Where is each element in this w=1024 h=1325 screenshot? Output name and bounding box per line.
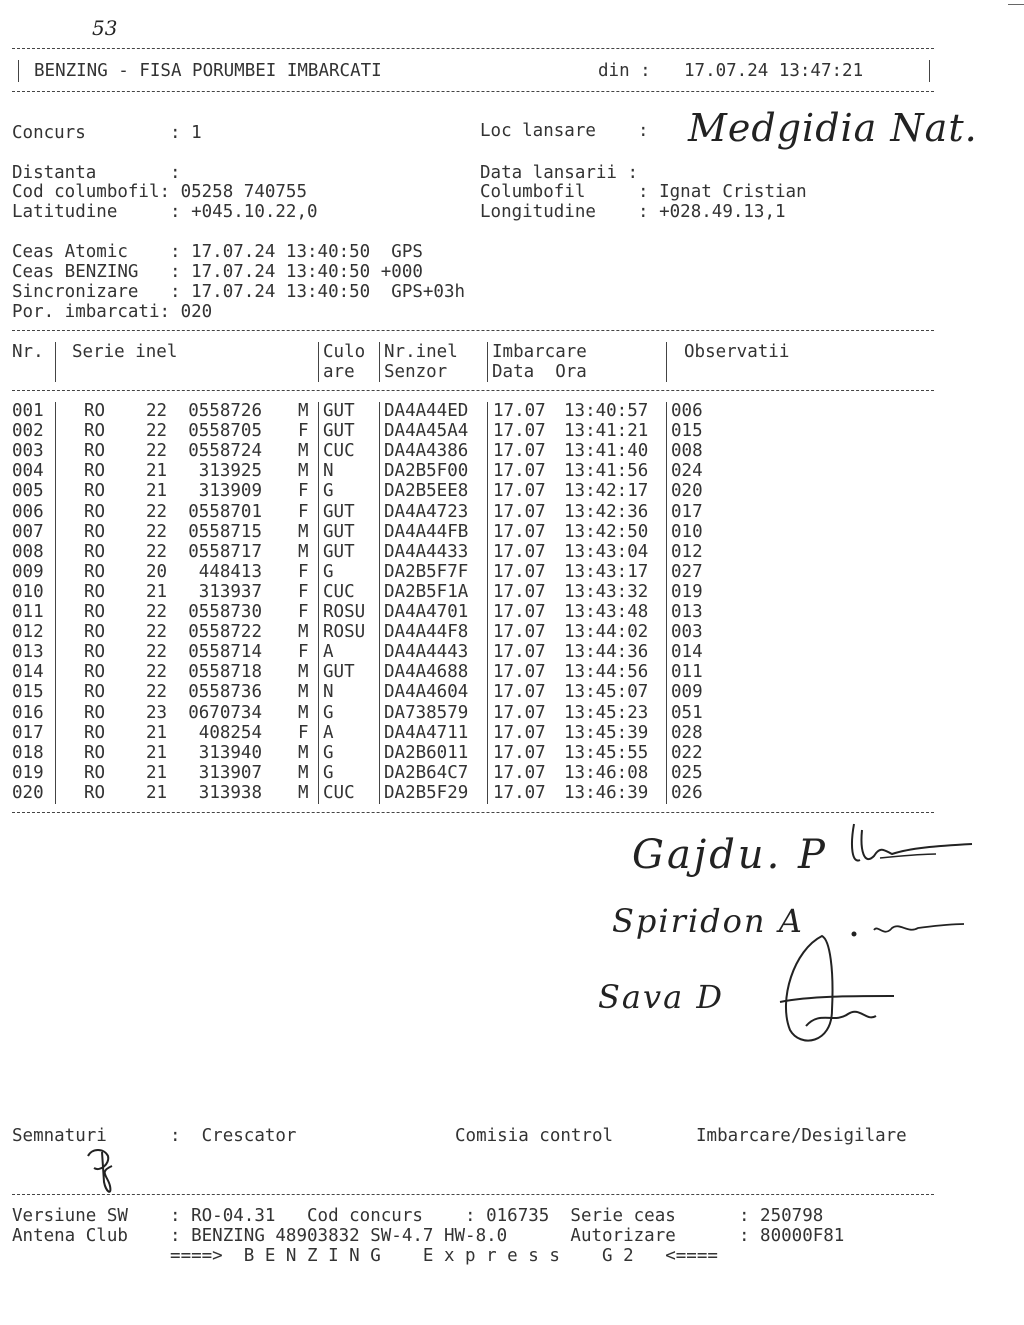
cell-ring: 448413 <box>198 561 262 582</box>
body-sep-5 <box>666 402 667 804</box>
cell-date: 17.07 <box>493 742 546 763</box>
cell-color: ROSU <box>323 602 366 622</box>
cell-date: 17.07 <box>493 541 546 562</box>
concurs-line: Concurs : 1 <box>12 123 202 143</box>
cell-color: GUT <box>323 421 355 442</box>
cell-sensor: DA4A4604 <box>384 682 469 703</box>
cell-nr: 012 <box>12 622 44 643</box>
col-header-serie: Serie inel <box>72 342 178 362</box>
cell-time: 13:43:48 <box>564 602 649 622</box>
footer-line-1: Versiune SW : RO-04.31 Cod concurs : 016735 Serie ceas : 250798 <box>12 1206 824 1226</box>
cell-time: 13:41:56 <box>564 461 649 482</box>
cell-sex: M <box>298 782 309 803</box>
cell-time: 13:45:23 <box>564 702 649 723</box>
cell-country: RO <box>84 782 106 803</box>
cell-sex: M <box>298 702 309 723</box>
cell-ring: 0558714 <box>188 642 262 663</box>
cell-obs: 025 <box>671 762 703 783</box>
cell-obs: 024 <box>671 461 703 482</box>
ceas-atomic-line: Ceas Atomic : 17.07.24 13:40:50 GPS <box>12 242 423 262</box>
col-header-culo: Culo <box>323 342 366 362</box>
cell-year: 21 <box>146 461 168 482</box>
cell-date: 17.07 <box>493 421 546 442</box>
cell-ring: 0558724 <box>188 441 262 462</box>
cell-sensor: DA2B5F00 <box>384 461 469 482</box>
cell-color: GUT <box>323 541 355 562</box>
cell-obs: 019 <box>671 581 703 602</box>
cell-obs: 014 <box>671 642 703 663</box>
cell-sensor: DA4A4443 <box>384 642 469 663</box>
cell-country: RO <box>84 742 106 763</box>
header-sep-4 <box>487 342 488 382</box>
cell-country: RO <box>84 461 106 482</box>
body-sep-1 <box>55 402 56 804</box>
cell-obs: 026 <box>671 782 703 803</box>
cell-date: 17.07 <box>493 501 546 522</box>
cell-time: 13:41:21 <box>564 421 649 442</box>
cell-year: 22 <box>146 401 168 421</box>
handwritten-name-2: Spiridon A <box>612 902 804 940</box>
header-sep-1 <box>55 342 56 382</box>
cell-date: 17.07 <box>493 762 546 783</box>
cell-sex: F <box>298 642 309 663</box>
cell-sensor: DA2B64C7 <box>384 762 469 783</box>
cell-time: 13:40:57 <box>564 401 649 421</box>
cell-obs: 017 <box>671 501 703 522</box>
cell-sex: F <box>298 501 309 522</box>
cell-time: 13:46:08 <box>564 762 649 783</box>
cell-color: A <box>323 722 334 743</box>
cell-color: GUT <box>323 521 355 542</box>
cell-time: 13:44:56 <box>564 662 649 683</box>
cell-sex: M <box>298 461 309 482</box>
cell-time: 13:44:36 <box>564 642 649 663</box>
cell-sex: F <box>298 561 309 582</box>
ceas-benzing-line: Ceas BENZING : 17.07.24 13:40:50 +000 <box>12 262 423 282</box>
cell-nr: 002 <box>12 421 44 442</box>
cell-sensor: DA4A4386 <box>384 441 469 462</box>
cell-date: 17.07 <box>493 622 546 643</box>
cell-ring: 0558701 <box>188 501 262 522</box>
cell-color: CUC <box>323 581 355 602</box>
cell-sex: F <box>298 722 309 743</box>
cell-color: G <box>323 742 334 763</box>
cell-ring: 313938 <box>198 782 262 803</box>
cell-country: RO <box>84 521 106 542</box>
cell-year: 23 <box>146 702 168 723</box>
cell-nr: 015 <box>12 682 44 703</box>
cell-ring: 0558705 <box>188 421 262 442</box>
handwritten-name-1: Gajdu. P <box>632 832 828 878</box>
latitudine-line: Latitudine : +045.10.22,0 <box>12 202 318 222</box>
cell-ring: 0558715 <box>188 521 262 542</box>
cell-nr: 004 <box>12 461 44 482</box>
col-header-imbarcare: Imbarcare <box>492 342 587 362</box>
cell-country: RO <box>84 561 106 582</box>
signature-3 <box>770 930 900 1050</box>
cell-date: 17.07 <box>493 401 546 421</box>
cell-sensor: DA2B5EE8 <box>384 481 469 502</box>
cell-year: 21 <box>146 481 168 502</box>
footer-rule <box>12 1194 934 1195</box>
cell-sensor: DA4A4701 <box>384 602 469 622</box>
header-sep-5 <box>666 342 667 382</box>
header-left-border <box>18 60 19 82</box>
cell-country: RO <box>84 421 106 442</box>
header-sep-2 <box>318 342 319 382</box>
cell-year: 22 <box>146 602 168 622</box>
table-top-rule <box>12 330 934 331</box>
cell-nr: 017 <box>12 722 44 743</box>
cell-obs: 011 <box>671 662 703 683</box>
cell-sex: M <box>298 682 309 703</box>
cell-color: GUT <box>323 501 355 522</box>
cell-sex: M <box>298 441 309 462</box>
cell-ring: 0558736 <box>188 682 262 703</box>
cell-obs: 051 <box>671 702 703 723</box>
cell-country: RO <box>84 541 106 562</box>
cell-date: 17.07 <box>493 662 546 683</box>
cell-country: RO <box>84 662 106 683</box>
cell-color: N <box>323 682 334 703</box>
cell-year: 22 <box>146 441 168 462</box>
imbarcare-desigilare-label: Imbarcare/Desigilare <box>696 1126 907 1146</box>
cell-year: 21 <box>146 782 168 803</box>
cell-year: 21 <box>146 581 168 602</box>
cell-sensor: DA2B6011 <box>384 742 469 763</box>
cell-time: 13:46:39 <box>564 782 649 803</box>
cell-color: CUC <box>323 441 355 462</box>
cell-time: 13:42:36 <box>564 501 649 522</box>
cell-nr: 009 <box>12 561 44 582</box>
cell-time: 13:45:55 <box>564 742 649 763</box>
cell-country: RO <box>84 501 106 522</box>
sincronizare-line: Sincronizare : 17.07.24 13:40:50 GPS+03h <box>12 282 466 302</box>
cell-country: RO <box>84 481 106 502</box>
cell-nr: 003 <box>12 441 44 462</box>
cell-ring: 0558718 <box>188 662 262 683</box>
table-header-rule <box>12 390 934 391</box>
cell-date: 17.07 <box>493 602 546 622</box>
longitudine-line: Longitudine : +028.49.13,1 <box>480 202 786 222</box>
cell-time: 13:44:02 <box>564 622 649 643</box>
cell-sex: M <box>298 662 309 683</box>
cell-sex: M <box>298 622 309 643</box>
header-right-border <box>929 60 930 82</box>
distanta-line: Distanta : <box>12 163 181 183</box>
cell-ring: 0558726 <box>188 401 262 421</box>
footer-line-3: ====> B E N Z I N G E x p r e s s G 2 <==== <box>12 1246 718 1266</box>
cell-date: 17.07 <box>493 642 546 663</box>
cell-date: 17.07 <box>493 521 546 542</box>
cell-sensor: DA2B5F29 <box>384 782 469 803</box>
cell-nr: 007 <box>12 521 44 542</box>
cell-obs: 003 <box>671 622 703 643</box>
cell-obs: 027 <box>671 561 703 582</box>
data-lansarii-line: Data lansarii : <box>480 163 639 183</box>
cell-color: G <box>323 762 334 783</box>
cell-nr: 016 <box>12 702 44 723</box>
cell-color: GUT <box>323 401 355 421</box>
cell-time: 13:45:39 <box>564 722 649 743</box>
cell-nr: 001 <box>12 401 44 421</box>
col-header-data-ora: Data Ora <box>492 362 587 382</box>
cell-year: 21 <box>146 762 168 783</box>
cell-nr: 011 <box>12 602 44 622</box>
cell-obs: 020 <box>671 481 703 502</box>
cell-year: 22 <box>146 682 168 703</box>
col-header-nrinel: Nr.inel <box>384 342 458 362</box>
cell-country: RO <box>84 602 106 622</box>
cell-sensor: DA2B5F7F <box>384 561 469 582</box>
cell-time: 13:42:17 <box>564 481 649 502</box>
cell-ring: 313907 <box>198 762 262 783</box>
cell-color: G <box>323 561 334 582</box>
cell-time: 13:43:32 <box>564 581 649 602</box>
cell-obs: 028 <box>671 722 703 743</box>
cell-date: 17.07 <box>493 702 546 723</box>
cell-sensor: DA4A4688 <box>384 662 469 683</box>
loc-lansare-handwritten: Medgidia Nat. <box>688 106 978 150</box>
cell-color: G <box>323 702 334 723</box>
signature-crescator <box>82 1142 122 1200</box>
cell-time: 13:41:40 <box>564 441 649 462</box>
page-number-mark: 53 <box>92 16 118 40</box>
cell-date: 17.07 <box>493 561 546 582</box>
cell-sensor: DA4A45A4 <box>384 421 469 442</box>
cell-country: RO <box>84 642 106 663</box>
cell-nr: 013 <box>12 642 44 663</box>
cell-year: 22 <box>146 501 168 522</box>
semnaturi-crescator-line: Semnaturi : Crescator <box>12 1126 297 1146</box>
cell-year: 22 <box>146 662 168 683</box>
cell-sensor: DA4A44ED <box>384 401 469 421</box>
cell-obs: 013 <box>671 602 703 622</box>
cell-obs: 015 <box>671 421 703 442</box>
cell-sensor: DA4A4711 <box>384 722 469 743</box>
header-bottom-rule <box>12 91 934 92</box>
cell-nr: 020 <box>12 782 44 803</box>
cell-year: 22 <box>146 622 168 643</box>
cell-year: 21 <box>146 722 168 743</box>
cell-country: RO <box>84 401 106 421</box>
cell-country: RO <box>84 722 106 743</box>
cell-nr: 019 <box>12 762 44 783</box>
cell-country: RO <box>84 441 106 462</box>
header-top-rule <box>12 48 934 49</box>
cell-color: G <box>323 481 334 502</box>
cell-time: 13:42:50 <box>564 521 649 542</box>
cell-obs: 010 <box>671 521 703 542</box>
cell-nr: 010 <box>12 581 44 602</box>
body-sep-4 <box>487 402 488 804</box>
cell-nr: 008 <box>12 541 44 562</box>
report-date-label: din : <box>598 61 651 81</box>
cell-ring: 0558722 <box>188 622 262 643</box>
loc-lansare-label: Loc lansare : <box>480 121 649 141</box>
cod-columbofil-line: Cod columbofil: 05258 740755 <box>12 182 308 202</box>
col-header-observatii: Observatii <box>684 342 790 362</box>
cell-nr: 005 <box>12 481 44 502</box>
cell-date: 17.07 <box>493 581 546 602</box>
cell-ring: 408254 <box>198 722 262 743</box>
cell-sensor: DA2B5F1A <box>384 581 469 602</box>
cell-date: 17.07 <box>493 682 546 703</box>
cell-ring: 313940 <box>198 742 262 763</box>
cell-sex: M <box>298 521 309 542</box>
cell-year: 21 <box>146 742 168 763</box>
cell-date: 17.07 <box>493 441 546 462</box>
cell-nr: 006 <box>12 501 44 522</box>
cell-date: 17.07 <box>493 722 546 743</box>
cell-obs: 009 <box>671 682 703 703</box>
cell-nr: 014 <box>12 662 44 683</box>
handwritten-name-3: Sava D <box>598 978 724 1016</box>
cell-color: GUT <box>323 662 355 683</box>
cell-ring: 313925 <box>198 461 262 482</box>
cell-year: 22 <box>146 642 168 663</box>
cell-sex: M <box>298 762 309 783</box>
signature-1 <box>840 816 980 876</box>
por-imbarcati-line: Por. imbarcati: 020 <box>12 302 213 322</box>
comisia-control-label: Comisia control <box>455 1126 614 1146</box>
cell-country: RO <box>84 762 106 783</box>
cell-sex: F <box>298 421 309 442</box>
cell-ring: 0558730 <box>188 602 262 622</box>
cell-obs: 008 <box>671 441 703 462</box>
body-sep-3 <box>379 402 380 804</box>
cell-sex: M <box>298 401 309 421</box>
cell-date: 17.07 <box>493 782 546 803</box>
cell-year: 22 <box>146 541 168 562</box>
report-date-value: 17.07.24 13:47:21 <box>684 61 864 81</box>
corner-mark <box>1008 4 1024 25</box>
col-header-senzor: Senzor <box>384 362 448 382</box>
cell-year: 20 <box>146 561 168 582</box>
col-header-nr: Nr. <box>12 342 44 362</box>
cell-sex: F <box>298 481 309 502</box>
cell-sensor: DA4A4723 <box>384 501 469 522</box>
cell-time: 13:43:17 <box>564 561 649 582</box>
cell-sensor: DA738579 <box>384 702 469 723</box>
header-sep-3 <box>379 342 380 382</box>
cell-ring: 313909 <box>198 481 262 502</box>
cell-obs: 022 <box>671 742 703 763</box>
cell-obs: 012 <box>671 541 703 562</box>
cell-time: 13:43:04 <box>564 541 649 562</box>
cell-nr: 018 <box>12 742 44 763</box>
columbofil-line: Columbofil : Ignat Cristian <box>480 182 807 202</box>
footer-line-2: Antena Club : BENZING 48903832 SW-4.7 HW-8.0 Autorizare : 80000F81 <box>12 1226 845 1246</box>
cell-color: A <box>323 642 334 663</box>
cell-ring: 0558717 <box>188 541 262 562</box>
cell-time: 13:45:07 <box>564 682 649 703</box>
cell-color: ROSU <box>323 622 366 643</box>
table-bottom-rule <box>12 812 934 813</box>
cell-sex: M <box>298 541 309 562</box>
cell-obs: 006 <box>671 401 703 421</box>
cell-date: 17.07 <box>493 461 546 482</box>
cell-sensor: DA4A4433 <box>384 541 469 562</box>
col-header-are: are <box>323 362 355 382</box>
report-title: BENZING - FISA PORUMBEI IMBARCATI <box>34 61 382 81</box>
cell-ring: 313937 <box>198 581 262 602</box>
cell-country: RO <box>84 702 106 723</box>
cell-sex: F <box>298 581 309 602</box>
cell-sensor: DA4A44FB <box>384 521 469 542</box>
cell-country: RO <box>84 581 106 602</box>
cell-date: 17.07 <box>493 481 546 502</box>
cell-ring: 0670734 <box>188 702 262 723</box>
cell-year: 22 <box>146 421 168 442</box>
cell-color: CUC <box>323 782 355 803</box>
cell-country: RO <box>84 622 106 643</box>
cell-country: RO <box>84 682 106 703</box>
cell-year: 22 <box>146 521 168 542</box>
cell-color: N <box>323 461 334 482</box>
body-sep-2 <box>318 402 319 804</box>
cell-sex: M <box>298 742 309 763</box>
cell-sensor: DA4A44F8 <box>384 622 469 643</box>
cell-sex: F <box>298 602 309 622</box>
